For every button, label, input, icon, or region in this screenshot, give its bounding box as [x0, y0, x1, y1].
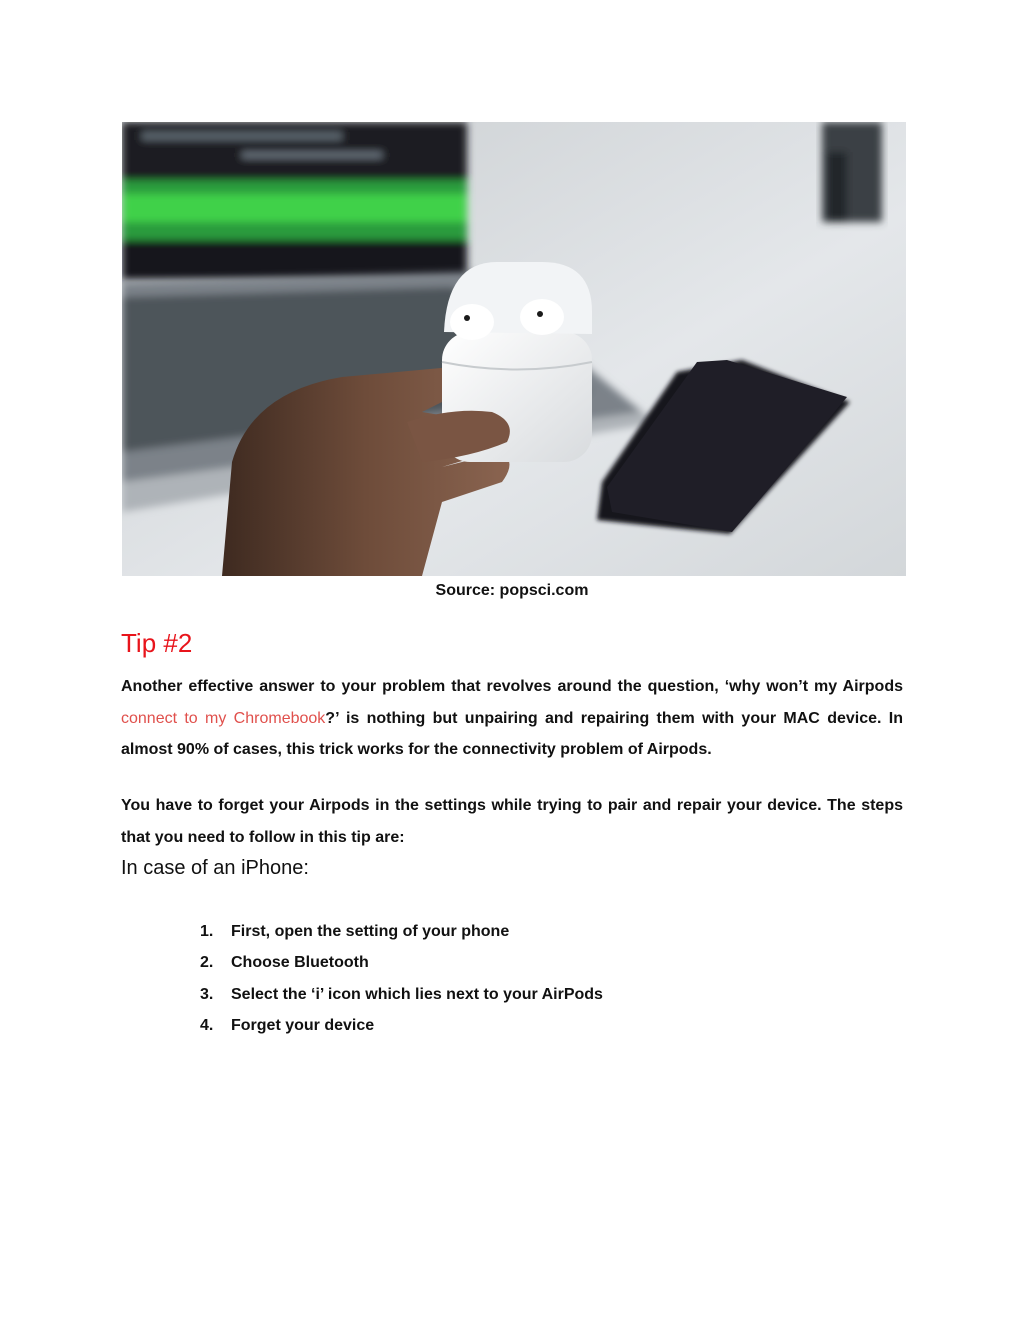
paragraph-1	[121, 671, 903, 766]
iphone-subheading: In case of an iPhone:	[121, 857, 309, 879]
step-text: First, open the setting of your phone	[231, 923, 510, 940]
paragraph-1-text-after: ?’ is nothing but unpairing and repairing them with your MAC device. In almost 90% of cases, this trick works for the connectivity problem of Airpods.	[121, 709, 903, 758]
step-number: 4.	[200, 1016, 214, 1034]
list-item	[200, 1010, 603, 1041]
paragraph-1-text-before: Another effective answer to your problem that revolves around the question, ‘why won’t my Airpods	[121, 678, 903, 695]
steps-list	[200, 916, 603, 1041]
article-photo	[122, 122, 906, 576]
step-number: 3.	[200, 985, 214, 1003]
photo-airpods-icon	[122, 122, 906, 576]
list-item	[200, 947, 603, 978]
list-item	[200, 979, 603, 1010]
step-text: Forget your device	[231, 1016, 375, 1034]
list-item	[200, 916, 603, 947]
tip-heading: Tip #2	[121, 628, 193, 658]
step-text: Select the ‘i’ icon which lies next to your AirPods	[231, 985, 603, 1003]
chromebook-link[interactable]: connect to my Chromebook	[121, 709, 326, 727]
step-text: Choose Bluetooth	[231, 954, 369, 972]
step-number: 2.	[200, 954, 214, 972]
step-number: 1.	[200, 923, 214, 940]
paragraph-2: You have to forget your Airpods in the settings while trying to pair and repair your device. The steps that you need to follow in this tip are:	[121, 797, 903, 846]
image-caption: Source: popsci.com	[435, 582, 589, 599]
